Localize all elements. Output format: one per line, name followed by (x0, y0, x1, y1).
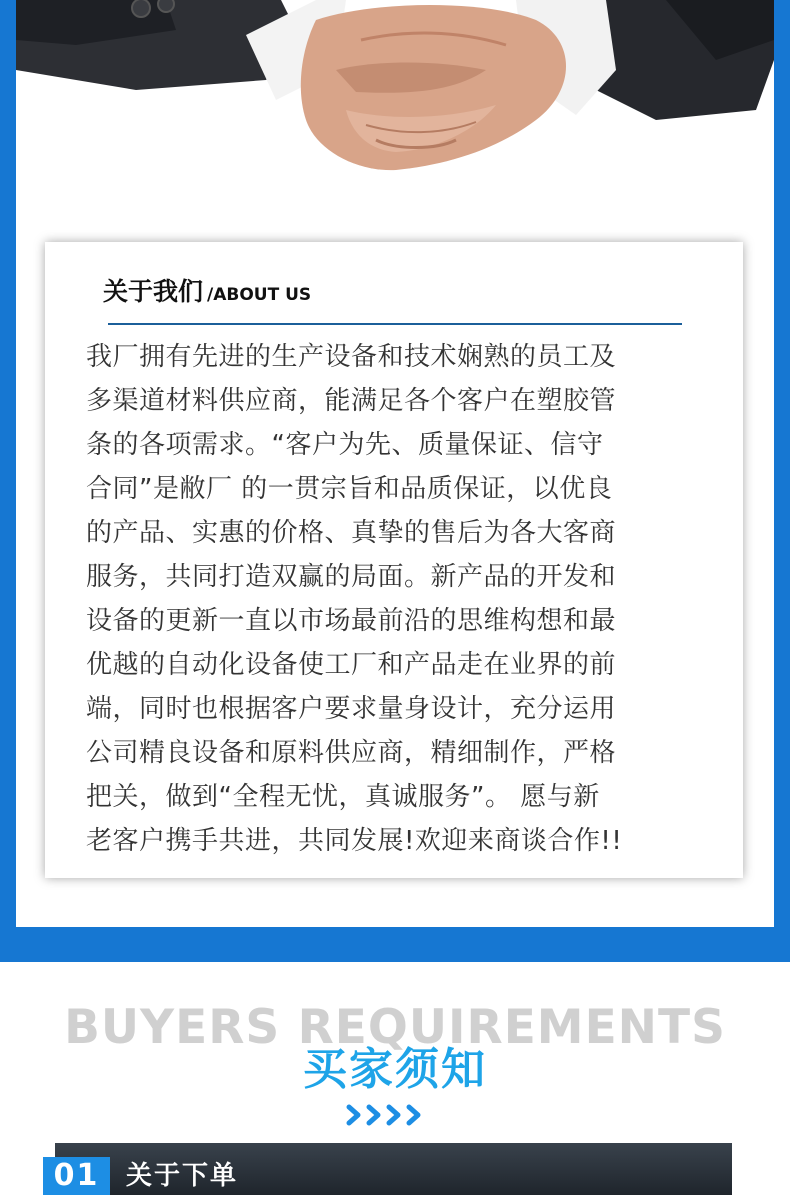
about-line: 公司精良设备和原料供应商，精细制作，严格 (86, 738, 617, 768)
double-chevron-right-icon (345, 1101, 435, 1129)
handshake-image (16, 0, 774, 205)
top-frame-inner (16, 0, 774, 927)
about-line: 端，同时也根据客户要求量身设计，充分运用 (86, 694, 617, 724)
about-line: 服务，共同打造双赢的局面。新产品的开发和 (86, 562, 617, 592)
about-line: 把关，做到“全程无忧，真诚服务”。 愿与新 (86, 782, 600, 812)
about-line: 条的各项需求。“客户为先、质量保证、信守 (86, 430, 604, 460)
about-divider (108, 323, 682, 325)
about-subtitle: /ABOUT US (207, 285, 312, 305)
about-line: 的产品、实惠的价格、真挚的售后为各大客商 (86, 518, 617, 548)
section-label: 关于下单 (126, 1161, 239, 1191)
about-line: 多渠道材料供应商，能满足各个客户在塑胶管 (86, 386, 617, 416)
about-line: 我厂拥有先进的生产设备和技术娴熟的员工及 (86, 342, 617, 372)
about-line: 老客户携手共进，共同发展!欢迎来商谈合作!! (86, 826, 623, 856)
about-body (86, 335, 704, 863)
about-line: 优越的自动化设备使工厂和产品走在业界的前 (86, 650, 617, 680)
about-line: 合同”是敝厂 的一贯宗旨和品质保证，以优良 (86, 474, 613, 504)
about-line: 设备的更新一直以市场最前沿的思维构想和最 (86, 606, 617, 636)
buyers-section-title: 买家须知 (303, 1044, 487, 1095)
section-number-badge: 01 (43, 1157, 110, 1195)
about-title: 关于我们 (103, 277, 204, 306)
about-us-card (45, 242, 743, 878)
buyers-background-word: BUYERS REQUIREMENTS (64, 1000, 726, 1055)
about-heading (103, 272, 311, 308)
